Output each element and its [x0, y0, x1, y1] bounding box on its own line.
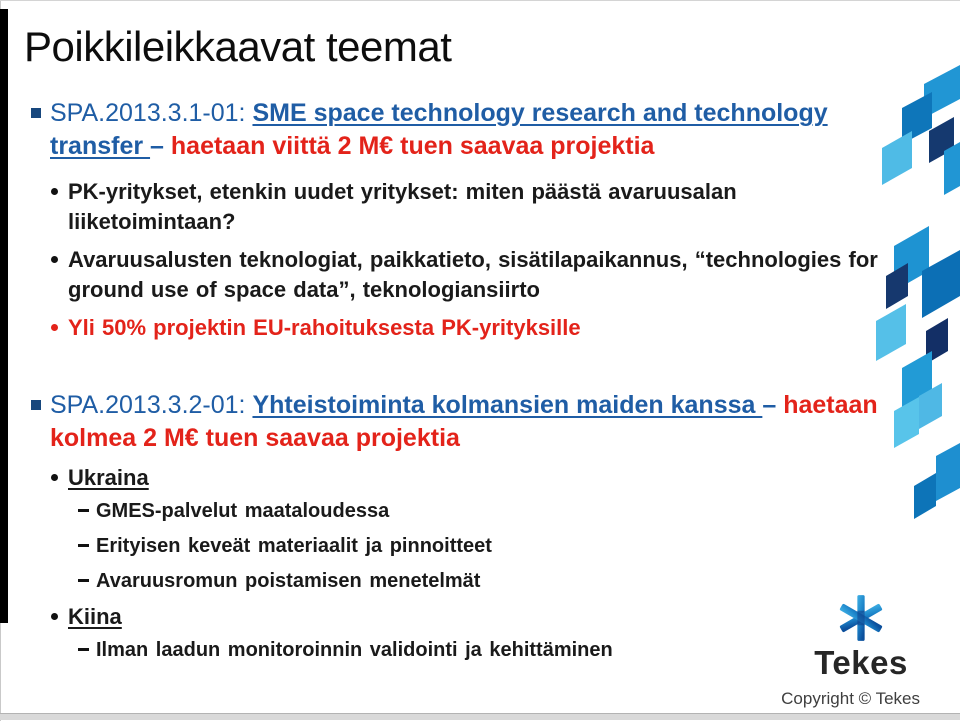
tekes-wordmark: Tekes: [814, 644, 908, 681]
sub-bullet-list: [50, 463, 895, 664]
dash-bullet-icon: [78, 509, 89, 512]
dot-bullet-icon: [51, 188, 58, 195]
slide-body: [50, 97, 895, 671]
call-topic-link[interactable]: Yhteistoiminta kolmansien maiden kanssa: [252, 391, 763, 419]
topic-text: GMES-palvelut maataloudessa: [96, 500, 390, 522]
dot-bullet-icon: [51, 613, 58, 620]
tekes-logo: [796, 593, 926, 682]
sub-bullet: [68, 177, 893, 237]
topic-text: Erityisen keveät materiaalit ja pinnoitteet: [96, 535, 492, 557]
dash-bullet-icon: [78, 544, 89, 547]
topic-bullet: [96, 532, 886, 560]
square-bullet-icon: [31, 400, 41, 410]
topic-text: Ilman laadun monitoroinnin validointi ja kehittäminen: [96, 639, 613, 661]
sub-bullet-text: PK-yritykset, etenkin uudet yritykset: miten päästä avaruusalan liiketoimintaan?: [68, 179, 737, 234]
topic-bullet: [96, 567, 886, 595]
bullet-item-spa1: [50, 97, 895, 163]
sub-bullet: [68, 245, 893, 305]
dot-bullet-icon: [51, 256, 58, 263]
dash-separator: –: [762, 391, 784, 419]
square-bullet-icon: [31, 108, 41, 118]
call-note: haetaan kolmea 2 M€ tuen saavaa projektia: [50, 391, 878, 452]
tekes-asterisk-icon: [836, 593, 886, 643]
topic-bullet: [96, 497, 886, 525]
bottom-strip: [0, 713, 960, 720]
dash-bullet-icon: [78, 648, 89, 651]
sub-bullet-highlight: [68, 313, 893, 343]
copyright-text: Copyright © Tekes: [781, 689, 920, 708]
dot-bullet-icon: [51, 474, 58, 481]
topic-bullet: [96, 636, 886, 664]
call-id: SPA.2013.3.1-01:: [50, 99, 253, 127]
country-bullet-ukraine: [68, 463, 893, 493]
call-note: haetaan viittä 2 M€ tuen saavaa projektia: [170, 132, 655, 160]
bullet-item-spa2: [50, 389, 895, 455]
dot-bullet-icon: [51, 324, 58, 331]
page-title: Poikkileikkaavat teemat: [24, 23, 452, 70]
country-bullet-china: [68, 602, 893, 632]
sub-bullet-text: Avaruusalusten teknologiat, paikkatieto, sisätilapaikannus, “technologies for ground use of space data”, teknologiansiirto: [68, 247, 878, 302]
topic-text: Avaruusromun poistamisen menetelmät: [96, 570, 481, 592]
call-id: SPA.2013.3.2-01:: [50, 391, 253, 419]
country-label: Kiina: [68, 604, 122, 629]
dash-bullet-icon: [78, 579, 89, 582]
sub-bullet-text: Yli 50% projektin EU-rahoituksesta PK-yrityksille: [68, 315, 581, 340]
sub-bullet-list: [50, 177, 895, 343]
country-label: Ukraina: [68, 465, 149, 490]
call-topic-link[interactable]: SME space technology research and technology transfer: [50, 99, 828, 160]
dash-separator: –: [150, 132, 171, 160]
left-accent-bar: [0, 9, 8, 623]
